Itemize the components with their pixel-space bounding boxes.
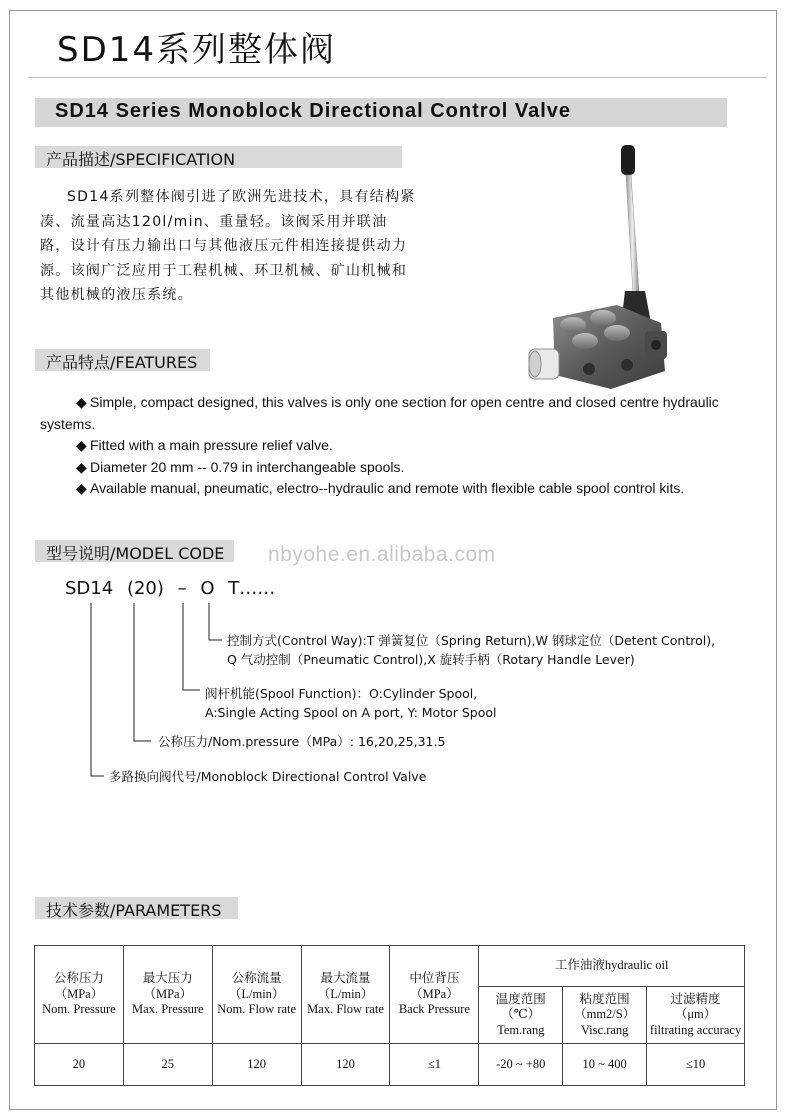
bullet-icon: ◆ <box>76 437 87 453</box>
parameters-table <box>34 945 745 1086</box>
header-nom-flow: 公称流量 （L/min） Nom. Flow rate <box>212 946 301 1044</box>
feature-item: ◆ Fitted with a main pressure relief valve. <box>40 435 760 457</box>
parameters-heading-bar <box>35 897 238 919</box>
value-visc-range: 10 ~ 400 <box>563 1044 647 1086</box>
feature-item: ◆ Available manual, pneumatic, electro--hydraulic and remote with flexible cable spool control kits. <box>40 478 760 500</box>
feature-item: ◆ Simple, compact designed, this valves is only one section for open centre and closed centre hydraulic systems. <box>40 394 719 432</box>
header-visc-range: 粘度范围 （mm2/S） Visc.rang <box>563 987 647 1044</box>
code-more: …… <box>239 578 276 599</box>
bullet-icon: ◆ <box>76 480 87 496</box>
code-control: T <box>228 578 240 599</box>
header-filtrating: 过滤精度 （μm） filtrating accuracy <box>647 987 745 1044</box>
header-max-flow: 最大流量 （L/min） Max. Flow rate <box>301 946 390 1044</box>
features-heading: 产品特点/FEATURES <box>46 353 198 372</box>
specification-text: SD14系列整体阀引进了欧洲先进技术，具有结构紧凑、流量高达120l/min、重量轻。该阀采用并联油路，设计有压力输出口与其他液压元件相连接提供动力源。该阀广泛应用于工程机械、环卫机械、矿山机械和其他机械的液压系统。 <box>40 189 416 303</box>
value-max-pressure: 25 <box>123 1044 212 1086</box>
model-code-heading: 型号说明/MODEL CODE <box>46 544 225 563</box>
header-max-pressure: 最大压力 （MPa） Max. Pressure <box>123 946 212 1044</box>
code-spool: O <box>200 578 215 599</box>
header-nom-pressure: 公称压力 （MPa） Nom. Pressure <box>35 946 124 1044</box>
code-series: SD14 <box>65 578 114 599</box>
code-dash: – <box>177 578 187 599</box>
watermark: nbyohe.en.alibaba.com <box>268 543 496 566</box>
spool-function-annotation: 阀杆机能(Spool Function)：O:Cylinder Spool, A:Single Acting Spool on A port, Y: Motor Spool <box>205 686 497 720</box>
bullet-icon: ◆ <box>76 458 87 475</box>
bullet-icon: ◆ <box>76 394 87 410</box>
page-title: SD14系列整体阀 <box>57 30 337 70</box>
control-way-annotation: 控制方式(Control Way):T 弹簧复位（Spring Return),W 钢球定位（Detent Control), Q 气动控制（Pneumatic Control),X 旋转手柄（Rotary Handle Lever) <box>227 633 716 667</box>
specification-heading: 产品描述/SPECIFICATION <box>46 150 236 169</box>
value-temp-range: -20 ~ +80 <box>479 1044 563 1086</box>
header-hydraulic-oil: 工作油液hydraulic oil <box>479 946 745 987</box>
parameters-heading: 技术参数/PARAMETERS <box>46 901 222 920</box>
value-filtrating: ≤10 <box>647 1044 745 1086</box>
value-max-flow: 120 <box>301 1044 390 1086</box>
nom-pressure-annotation: 公称压力/Nom.pressure（MPa）: 16,20,25,31.5 <box>158 734 446 749</box>
header-back-pressure: 中位背压 （MPa） Back Pressure <box>390 946 479 1044</box>
monoblock-annotation: 多路换向阀代号/Monoblock Directional Control Valve <box>109 769 427 784</box>
header-temp-range: 温度范围 （℃） Tem.rang <box>479 987 563 1044</box>
feature-item: ◆ Diameter 20 mm -- 0.79 in interchangeable spools. <box>40 457 760 479</box>
code-pressure: (20) <box>126 578 164 599</box>
value-nom-flow: 120 <box>212 1044 301 1086</box>
product-banner-text: SD14 Series Monoblock Directional Control Valve <box>55 100 572 122</box>
value-nom-pressure: 20 <box>35 1044 124 1086</box>
value-back-pressure: ≤1 <box>390 1044 479 1086</box>
